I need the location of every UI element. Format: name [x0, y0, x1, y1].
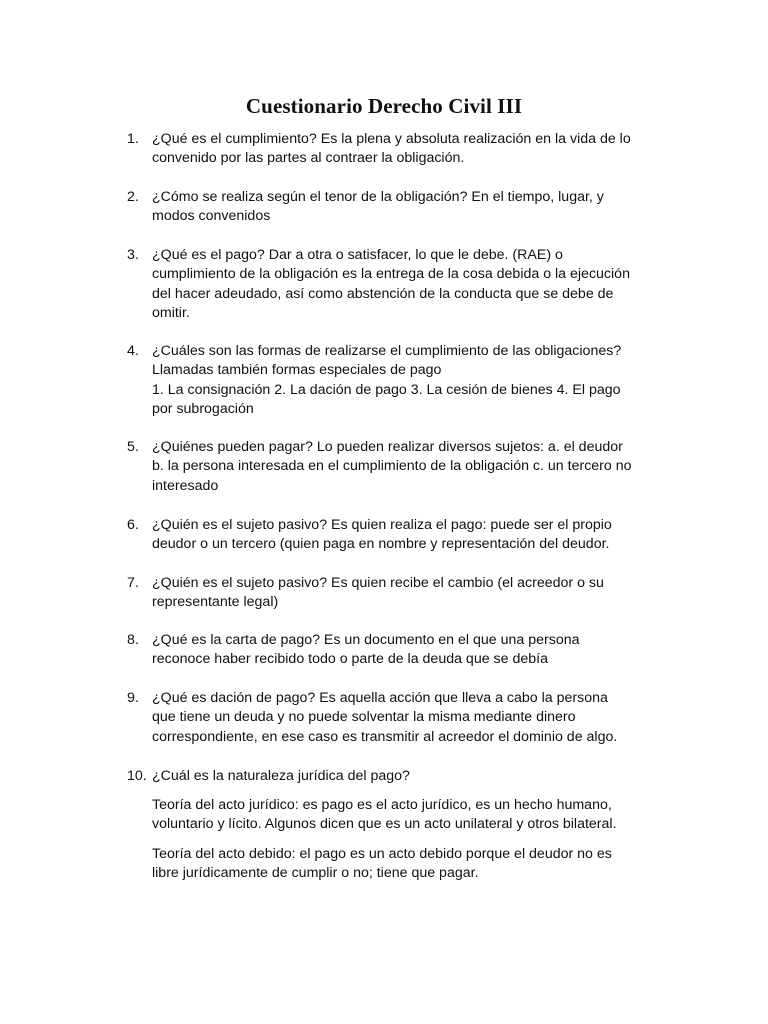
- theory-paragraph-2: [152, 845, 672, 884]
- document-title: Cuestionario Derecho Civil III: [245, 94, 523, 118]
- question-line: ¿Quién es el sujeto pasivo? Es quien realiza el pago: puede ser el propio: [152, 517, 612, 533]
- question-number: 4.: [127, 343, 139, 359]
- question-line: interesado: [152, 477, 219, 494]
- question-line: ¿Qué es la carta de pago? Es un documento en el que una persona: [152, 632, 580, 648]
- question-line: correspondiente, en ese caso es transmitir al acreedor el dominio de algo.: [152, 728, 618, 745]
- question-line: reconoce haber recibido todo o parte de la deuda que se debía: [152, 651, 548, 668]
- question-text: [152, 188, 672, 227]
- question-number: 8.: [127, 632, 139, 648]
- question-line: ¿Qué es dación de pago? Es aquella acción que lleva a cabo la persona: [152, 690, 608, 706]
- question-number: 9.: [127, 690, 139, 706]
- question-number: 6.: [127, 517, 139, 533]
- question-line: Llamadas también formas especiales de pago: [152, 362, 442, 379]
- question-line: por subrogación: [152, 400, 254, 417]
- question-line: del hacer adeudado, así como abstención de la conducta que se debe de: [152, 285, 614, 302]
- question-text: [152, 516, 672, 555]
- paragraph-line: voluntario y lícito. Algunos dicen que es un acto unilateral y otros bilateral.: [152, 816, 617, 833]
- question-text: [152, 438, 672, 496]
- question-number: 2.: [127, 189, 139, 205]
- theory-paragraph-1: [152, 796, 672, 835]
- question-text: [152, 689, 672, 747]
- question-number: 5.: [127, 439, 139, 455]
- question-text: [152, 631, 672, 670]
- question-line: modos convenidos: [152, 208, 271, 225]
- question-line: ¿Cómo se realiza según el tenor de la obligación? En el tiempo, lugar, y: [152, 189, 604, 205]
- question-line: ¿Quiénes pueden pagar? Lo pueden realizar diversos sujetos: a. el deudor: [152, 439, 623, 455]
- question-line: b. la persona interesada en el cumplimiento de la obligación c. un tercero no: [152, 458, 632, 475]
- question-line: convenido por las partes al contraer la obligación.: [152, 150, 465, 167]
- question-number: 7.: [127, 575, 139, 591]
- question-line: deudor o un tercero (quien paga en nombre y representación del deudor.: [152, 536, 610, 553]
- question-line: representante legal): [152, 594, 279, 611]
- paragraph-line: Teoría del acto jurídico: es pago es el acto jurídico, es un hecho humano,: [152, 797, 612, 813]
- question-line: omitir.: [152, 304, 190, 321]
- question-text: [152, 130, 672, 169]
- question-line: cumplimiento de la obligación es la entrega de la cosa debida o la ejecución: [152, 266, 630, 283]
- question-line: ¿Cuál es la naturaleza jurídica del pago?: [152, 768, 410, 784]
- question-text: [152, 246, 672, 323]
- question-line: 1. La consignación 2. La dación de pago 3. La cesión de bienes 4. El pago: [152, 381, 621, 398]
- question-line: ¿Qué es el pago? Dar a otra o satisfacer, lo que le debe. (RAE) o: [152, 247, 563, 263]
- question-text: [152, 574, 672, 613]
- question-text: [152, 342, 672, 419]
- paragraph-line: libre jurídicamente de cumplir o no; tiene que pagar.: [152, 865, 479, 882]
- question-number: 10.: [127, 768, 147, 784]
- question-number: 1.: [127, 131, 139, 147]
- question-line: ¿Quién es el sujeto pasivo? Es quien recibe el cambio (el acreedor o su: [152, 575, 604, 591]
- question-text: [152, 767, 672, 786]
- question-line: que tiene un deuda y no puede solventar la misma mediante dinero: [152, 709, 576, 726]
- question-number: 3.: [127, 247, 139, 263]
- question-line: ¿Cuáles son las formas de realizarse el cumplimiento de las obligaciones?: [152, 343, 622, 359]
- question-line: ¿Qué es el cumplimiento? Es la plena y absoluta realización en la vida de lo: [152, 131, 631, 147]
- paragraph-line: Teoría del acto debido: el pago es un acto debido porque el deudor no es: [152, 846, 612, 862]
